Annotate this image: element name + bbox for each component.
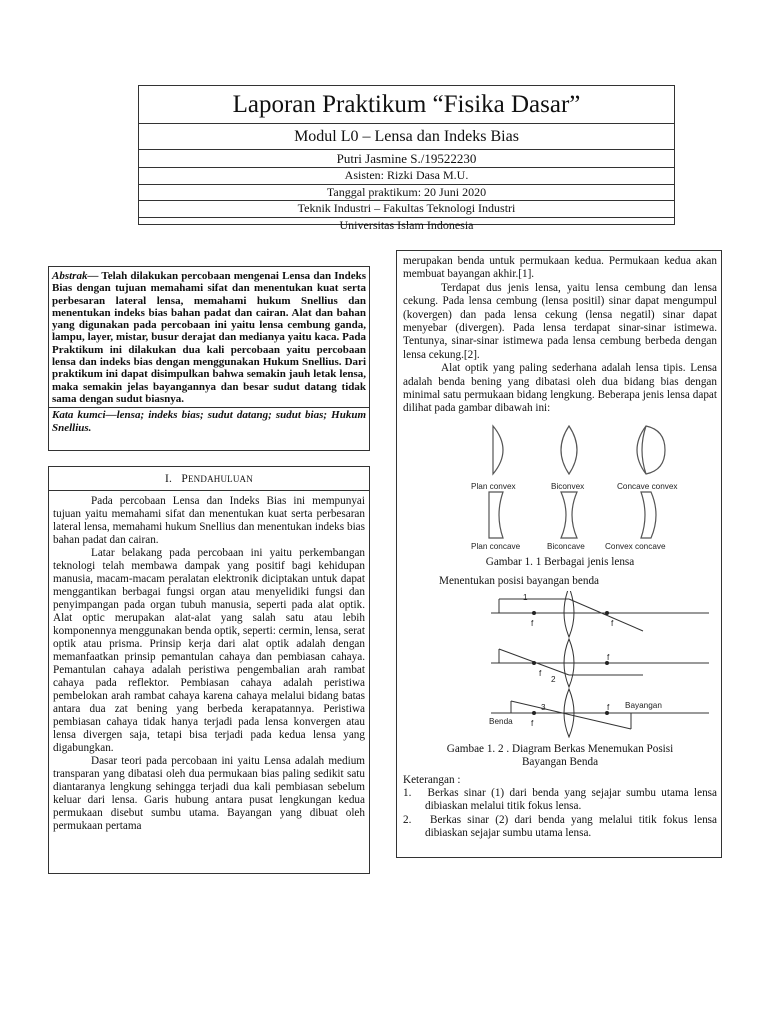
keterangan-title: Keterangan : bbox=[403, 773, 461, 786]
abstract-label: Abstrak— bbox=[52, 270, 99, 282]
body-paragraph: Alat optik yang paling sederhana adalah lensa tipis. Lensa adalah benda bening yang dibatasi oleh dua bidang bias dengan minimal satu permukaan bidang lengkung. Beberapa jenis lensa dapat dilihat pada gambar dibawah ini: bbox=[403, 362, 717, 415]
keterangan-text: Berkas sinar (1) dari benda yang sejajar sumbu utama lensa dibiaskan melalui titik fokus lensa. bbox=[425, 786, 718, 813]
focal-point-dot bbox=[532, 611, 536, 615]
keterangan-item bbox=[403, 814, 717, 841]
figure-2-title: Menentukan posisi bayangan benda bbox=[439, 575, 600, 588]
ray-label: 3 bbox=[541, 702, 546, 712]
focal-label: f bbox=[607, 702, 610, 712]
introduction-body bbox=[49, 491, 369, 833]
focal-label: f bbox=[531, 618, 534, 628]
department-line: Teknik Industri – Fakultas Teknologi Industri bbox=[139, 201, 674, 218]
focal-point-dot bbox=[532, 711, 536, 715]
lens-label: Concave convex bbox=[617, 481, 678, 491]
focal-label: f bbox=[611, 618, 614, 628]
biconvex-lens-shape bbox=[561, 426, 577, 474]
lens-label: Convex concave bbox=[605, 541, 666, 551]
convex-concave-lens-shape bbox=[641, 492, 656, 538]
biconcave-lens-shape bbox=[561, 492, 577, 538]
lens-label: Biconcave bbox=[547, 541, 585, 551]
keterangan-item bbox=[403, 787, 717, 814]
lens-label: Plan concave bbox=[471, 541, 521, 551]
ray-label: 1 bbox=[523, 592, 528, 602]
plan-convex-lens-shape bbox=[493, 426, 503, 474]
figure-1-caption: Gambar 1. 1 Berbagai jenis lensa bbox=[485, 555, 635, 568]
abstract-text bbox=[49, 267, 369, 408]
intro-paragraph: Dasar teori pada percobaan ini yaitu Lensa adalah medium transparan yang dibatasi oleh dua permukaan bias paling sedikit satu diantaranya lengkung sehingga terjadi dua kali pembiasan sebelum keluar dari lensa. Garis hubung antara pusat lengkungan kedua permukaan disebut sumbu utama. Bayangan yang dibuat oleh permukaan pertama bbox=[53, 755, 365, 832]
lens-types-figure bbox=[403, 422, 717, 551]
module-subtitle: Modul L0 – Lensa dan Indeks Bias bbox=[139, 124, 674, 150]
figure-2-caption-line-2: Bayangan Benda bbox=[521, 756, 599, 769]
right-column bbox=[396, 250, 722, 858]
ray-label: 2 bbox=[551, 674, 556, 684]
focal-label: f bbox=[531, 718, 534, 728]
focal-label: f bbox=[539, 668, 542, 678]
introduction-section bbox=[48, 466, 370, 874]
ray-diagram-figure bbox=[403, 591, 717, 739]
focal-point-dot bbox=[605, 611, 609, 615]
paper-title: Laporan Praktikum “Fisika Dasar” bbox=[139, 86, 674, 124]
keterangan-number: 2. bbox=[403, 813, 412, 826]
assistant-line: Asisten: Rizki Dasa M.U. bbox=[139, 168, 674, 185]
intro-paragraph: Pada percobaan Lensa dan Indeks Bias ini mempunyai tujuan yaitu memahami sifat dan menentukan kuat serta perbesaran lateral lensa, memahami hukum Snellius dan menentukan indeks bias bahan padat dan cairan. bbox=[53, 495, 365, 546]
abstract-box bbox=[48, 266, 370, 451]
body-paragraph: merupakan benda untuk permukaan kedua. Permukaan kedua akan membuat bayangan akhir.[1]. bbox=[403, 255, 717, 281]
plan-concave-lens-shape bbox=[489, 492, 503, 538]
ray-diagram-illustration bbox=[403, 591, 717, 739]
section-heading bbox=[49, 467, 369, 491]
section-heading-initial: P bbox=[181, 473, 188, 485]
university-line: Universitas Islam Indonesia bbox=[339, 217, 474, 232]
lens-label: Biconvex bbox=[551, 481, 585, 491]
abstract-body: Telah dilakukan percobaan mengenai Lensa dan Indeks Bias dengan tujuan memahami sifat dan menentukan kuat serta perbesaran lateral lensa, memahami hukum Snellius dan menentukan indeks bias bahan padat dan cairan. Alat dan bahan yang digunakan pada percobaan ini yaitu lensa cembung ganda, lampu, layer, mistar, busur derajat dan medianya yaitu kaca. Pada Praktikum ini dilakukan dua kali percobaan yaitu percobaan lensa dan indeks bias dengan menggunakan Hukum Snellius. Dari praktikum ini dapat disimpulkan bahwa semakin jauh letak lensa, maka semakin jelas bayangannya dan besar sudut datang tidak sama dengan sudut biasnya. bbox=[52, 270, 366, 405]
focal-point-dot bbox=[532, 661, 536, 665]
lens-label: Plan convex bbox=[471, 481, 516, 491]
body-paragraph: Terdapat dus jenis lensa, yaitu lensa cembung dan lensa cekung. Pada lensa cembung (lensa positil) sinar dapat mengumpul (kovergen) dan pada lensa cekung (lensa negatil) sinar dapat menyebar (divergen). Pada lensa terdapat sinar-sinar istimewa. Tentunya, sinar-sinar istimewa pada lensa cembung berbeda dengan lensa cekung.[2]. bbox=[403, 281, 717, 361]
object-label: Benda bbox=[489, 716, 513, 726]
author-line: Putri Jasmine S./19522230 bbox=[139, 150, 674, 168]
date-line: Tanggal praktikum: 20 Juni 2020 bbox=[139, 185, 674, 202]
image-label: Bayangan bbox=[625, 700, 662, 710]
concave-convex-lens-shape bbox=[637, 426, 665, 474]
ray-3 bbox=[511, 701, 631, 729]
title-block bbox=[138, 85, 675, 232]
refracted-ray-1 bbox=[569, 599, 643, 631]
focal-label: f bbox=[607, 652, 610, 662]
convex-lens-1 bbox=[564, 591, 574, 637]
section-number: I. bbox=[165, 473, 173, 485]
intro-paragraph: Latar belakang pada percobaan ini yaitu perkembangan teknologi telah membawa dampak yang positif bagi kehidupan manusia, macam-macam peralatan elektronik diciptakan untuk dapat menggantikan berbagai fungsi organ atau menyelidiki fungsi dan penyimpangan pada organ tubuh manusia, seperti pada alat optik. Alat optic merupakan alat-alat yang salah satu atau lebih komponennya menggunakan benda optik, seperti: cermin, lensa, serat optik atau prisma. Prinsip kerja dari alat optik adalah dengan memanfaatkan prinsip pemantulan cahaya dan pembiasan cahaya. Pemantulan cahaya adalah peristiwa pengembalian arah rambat cahaya pada reflektor. Pembiasan cahaya adalah peristiwa pembelokan arah rambat cahaya karena cahaya melalui bidang batas antara dua zat bening yang berbeda kerapatannya. Peristiwa pembiasan cahaya tidak hanya terjadi pada lensa konvergen atau lensa divergen saja, tetapi bisa terjadi pada kedua lensa yang digabungkan. bbox=[53, 547, 365, 754]
figure-2-caption-line-1: Gambae 1. 2 . Diagram Berkas Menemukan Posisi bbox=[446, 742, 674, 755]
keterangan-text: Berkas sinar (2) dari benda yang melalui titik fokus lensa dibiaskan sejajar sumbu utama lensa. bbox=[425, 813, 718, 840]
keywords: Kata kumci—lensa; indeks bias; sudut datang; sudut bias; Hukum Snellius. bbox=[52, 409, 366, 434]
section-heading-rest: ENDAHULUAN bbox=[187, 474, 253, 484]
keterangan-number: 1. bbox=[403, 786, 412, 799]
